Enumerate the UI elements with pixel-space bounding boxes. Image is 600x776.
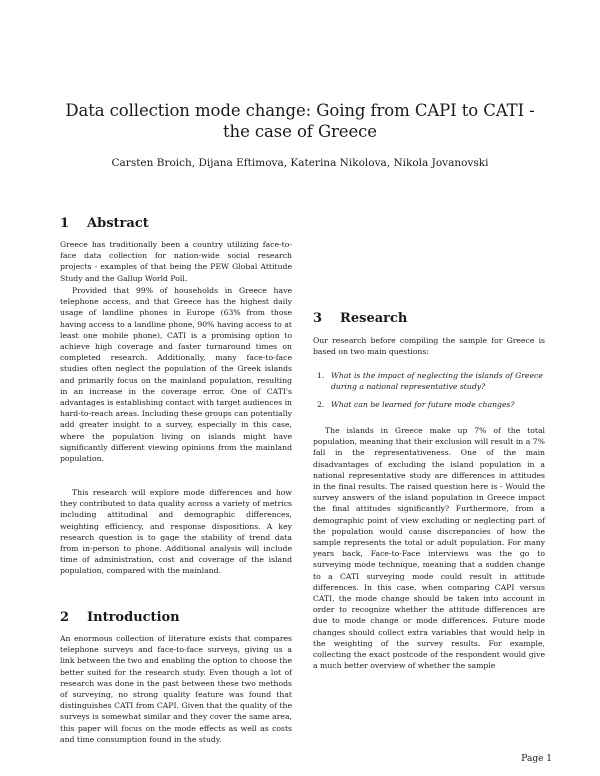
research-question-item: 2. What can be learned for future mode changes?: [317, 400, 515, 410]
section-heading-research: [313, 311, 407, 326]
abstract-paragraph-1: Greece has traditionally been a country utilizing face-to-face data collection for nation-wide social research projects - examples of that being the PEW Global Attitude Study and the Gallup World Poll.: [60, 240, 292, 283]
research-paragraph-1: The islands in Greece make up 7% of the total population, meaning that their exclusion will result in a 7% fall in the representativeness. One of the main disadvantages of excluding the island population in a national representative study are differences in attitudes in the final results. The raised question here is - Would the survey answers of the island population in Greece impact the final attitudes significantly? Furthermore, from a demographic point of view excluding or neglecting part of the population would cause discrepancies of how the sample represents the total or adult population. For many years back, Face-to-Face interviews was the go to surveying mode technique, meaning that a sudden change to a CATI surveying mode could result in attitude differences. In this case, when comparing CAPI versus CATI, the mode change should be taken into account in order to recognize whether the attitude differences are due to mode change or mode differences. Future mode changes should collect extra variables that would help in the weighting of the survey results. For example, collecting the exact postcode of the respondent would give a much better overview of whether the sample: [313, 426, 545, 671]
page-number: Page 1: [521, 754, 552, 764]
author-list: Carsten Broich, Dijana Eftimova, Katerina Nikolova, Nikola Jovanovski: [111, 157, 489, 169]
section-number: 3: [313, 311, 323, 326]
abstract-paragraph-2: Provided that 99% of households in Greece have telephone access, and that Greece has the highest daily usage of landline phones in Europe (63% from those having access to a landline phone, 90% having access to at least one mobile phone), CATI is a promising option to achieve high coverage and faster turnaround times on completed research. Additionally, many face-to-face studies often neglect the population of the Greek islands and primarily focus on the mainland population, resulting in an increase in the coverage error. One of CATI's advantages is establishing contact with target audiences in hard-to-reach areas. Including these groups can potentially add greater insight to a survey, especially in this case, where the population living on islands might have significantly different viewing opinions from the mainland population.: [60, 286, 292, 464]
introduction-paragraph: An enormous collection of literature exists that compares telephone surveys and face-to-face surveys, giving us a link between the two and enabling the option to choose the better suited for the research study. Even though a lot of research was done in the past between these two methods of surveying, no strong quality feature was found that distinguishes CATI from CAPI. Given that the quality of the surveys is somewhat similar and they cover the same area, this paper will focus on the mode effects as well as costs and time consumption found in the study.: [60, 634, 292, 744]
section-title: Research: [340, 311, 408, 326]
section-title: Introduction: [87, 610, 180, 625]
section-number: 1: [60, 216, 70, 231]
research-questions: [313, 370, 545, 418]
section-heading-abstract: [60, 216, 149, 231]
paper-title: Data collection mode change: Going from CAPI to CATI - the case of Greece: [65, 101, 535, 141]
section-heading-introduction: [60, 610, 180, 625]
section-title: Abstract: [87, 216, 149, 231]
research-intro: Our research before compiling the sample for Greece is based on two main questions:: [313, 336, 545, 357]
research-question-item: 1. What is the impact of neglecting the islands of Greece during a national representative study?: [317, 371, 543, 392]
section-number: 2: [60, 610, 70, 625]
abstract-paragraph-3: This research will explore mode differences and how they contributed to data quality across a variety of metrics including attitudinal and demographic differences, weighting efficiency, and response dispositions. A key research question is to gage the stability of trend data from in-person to phone. Additional analysis will include time of administration, cost and coverage of the island population, compared with the mainland.: [60, 488, 292, 576]
